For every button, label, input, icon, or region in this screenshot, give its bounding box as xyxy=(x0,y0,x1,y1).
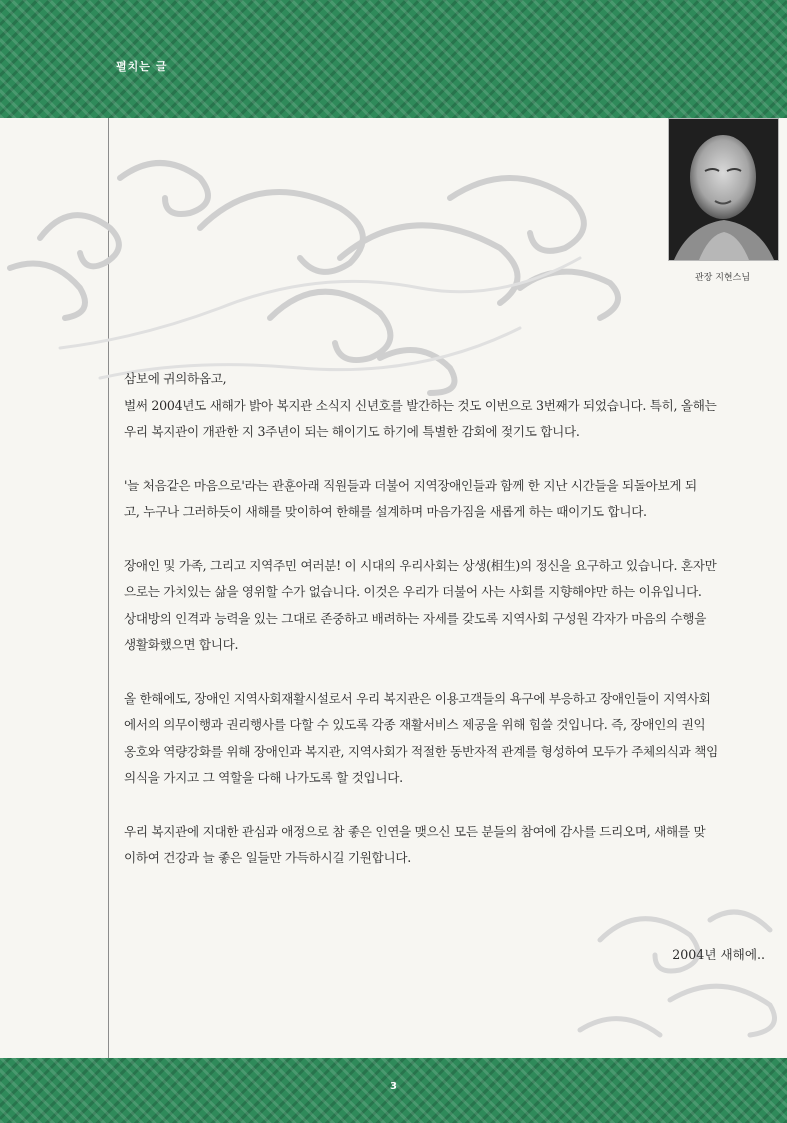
paragraph-line: 상대방의 인격과 능력을 있는 그대로 존중하고 배려하는 자세를 갖도록 지역사회 구성원 각자가 마음의 수행을 xyxy=(124,610,707,626)
paragraph-line: 벌써 2004년도 새해가 밝아 복지관 소식지 신년호를 발간하는 것도 이번으로 3번째가 되었습니다. 특히, 올해는 xyxy=(124,397,717,413)
paragraph-line: 우리 복지관에 지대한 관심과 애정으로 참 좋은 인연을 맺으신 모든 분들의 참여에 감사를 드리오며, 새해를 맞 xyxy=(124,823,706,839)
section-label: 펼치는 글 xyxy=(116,60,168,73)
paragraph-line: 에서의 의무이행과 권리행사를 다할 수 있도록 각종 재활서비스 제공을 위해 힘쓸 것입니다. 즉, 장애인의 권익 xyxy=(124,717,706,732)
portrait-photo xyxy=(668,118,779,261)
paragraph-line: 의식을 가지고 그 역할을 다해 나가도록 할 것입니다. xyxy=(124,770,403,785)
person-portrait-icon xyxy=(669,119,778,260)
paragraph-line: 생활화했으면 합니다. xyxy=(124,637,239,652)
paragraph-line: 우리 복지관이 개관한 지 3주년이 되는 해이기도 하기에 특별한 감회에 젖기도 합니다. xyxy=(124,424,580,439)
letter-body xyxy=(120,366,772,872)
paragraph-line: 옹호와 역량강화를 위해 장애인과 복지관, 지역사회가 적절한 동반자적 관계를 형성하여 모두가 주체의식과 책임 xyxy=(124,743,718,759)
closing-line: 2004년 새해에.. xyxy=(672,947,765,962)
cloud-ornament-bottom-icon xyxy=(560,880,787,1058)
paragraph-line: 장애인 및 가족, 그리고 지역주민 여러분! 이 시대의 우리사회는 상생(相生)의 정신을 요구하고 있습니다. 혼자만 xyxy=(124,557,717,573)
portrait-caption: 관장 지현스님 xyxy=(694,273,751,283)
paragraph-line: 고, 누구나 그러하듯이 새해를 맞이하여 한해를 설계하며 마음가짐을 새롭게 하는 때이기도 합니다. xyxy=(124,504,647,519)
paragraph-line: 이하여 건강과 늘 좋은 일들만 가득하시길 기원합니다. xyxy=(124,850,411,865)
page-number: 3 xyxy=(390,1081,397,1092)
paragraph-line: 으로는 가치있는 삶을 영위할 수가 없습니다. 이것은 우리가 더불어 사는 사회를 지향해야만 하는 이유입니다. xyxy=(124,584,702,599)
paragraph-line: 올 한해에도, 장애인 지역사회재활시설로서 우리 복지관은 이용고객들의 욕구에 부응하고 장애인들이 지역사회 xyxy=(124,690,711,706)
paragraph-line: '늘 처음같은 마음으로'라는 관훈아래 직원들과 더불어 지역장애인들과 함께 한 지난 시간들을 되돌아보게 되 xyxy=(124,477,697,493)
greeting: 삼보에 귀의하옵고, xyxy=(124,371,227,386)
